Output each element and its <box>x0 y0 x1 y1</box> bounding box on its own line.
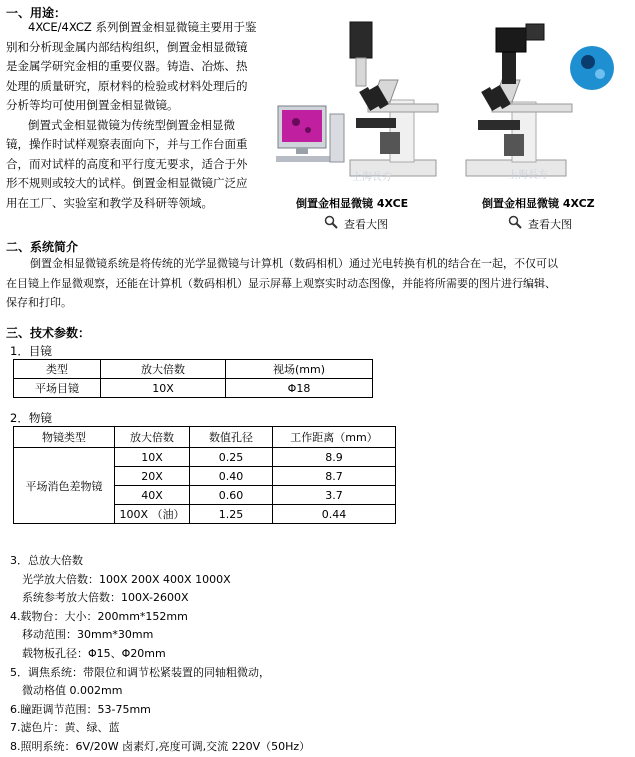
table-cell: Φ18 <box>226 379 373 398</box>
text-line: 镜，操作时试样观察表面向下，并与工作台面重 <box>6 137 248 151</box>
section2-title: 二、系统简介 <box>6 240 79 254</box>
eyepiece-table <box>13 359 373 398</box>
text-line: 用在工厂、实验室和教学及科研等领域。 <box>6 195 213 210</box>
product-caption-4xce: 倒置金相显微镜 4XCE <box>296 197 409 210</box>
spec-item: 5．调焦系统：带限位和调节松紧装置的同轴粗微动， <box>10 665 270 679</box>
table-cell: 3.7 <box>273 486 396 505</box>
table-header: 放大倍数 <box>115 427 190 448</box>
table-cell: 平场消色差物镜 <box>14 448 115 524</box>
table-cell: 0.40 <box>190 467 273 486</box>
table-cell: 0.44 <box>273 505 396 524</box>
spec-item: 7.滤色片：黄、绿、蓝 <box>10 721 120 735</box>
spec-item: 载物板孔径：Φ15、Φ20mm <box>22 646 166 660</box>
table-header: 视场(mm) <box>226 360 373 379</box>
text-line: 合，而对试样的高度和平行度无要求，适合于外 <box>6 156 248 171</box>
product-caption-4xcz: 倒置金相显微镜 4XCZ <box>482 197 595 210</box>
section1-paragraph <box>6 18 268 213</box>
product-image-4xce[interactable] <box>272 10 442 190</box>
table-cell: 20X <box>115 467 190 486</box>
spec-item: 系统参考放大倍数：100X-2600X <box>22 591 189 605</box>
text-line: 分析等均可使用倒置金相显微镜。 <box>6 98 179 112</box>
table-header: 放大倍数 <box>101 360 226 379</box>
text-line: 倒置金相显微镜系统是将传统的光学显微镜与计算机（数码相机）通过光电转换有机的结合在一起，不仅可以 <box>30 257 558 270</box>
table-cell: 100X （油） <box>115 505 190 524</box>
spec-item: 3．总放大倍数 <box>10 554 83 567</box>
section3-title: 三、技术参数： <box>6 326 91 340</box>
spec-item: 6.瞳距调节范围：53-75mm <box>10 702 151 716</box>
view-large-label: 查看大图 <box>344 218 388 231</box>
table-header: 数值孔径 <box>190 427 273 448</box>
objective-label: 2．物镜 <box>10 411 52 425</box>
spec-item: 微动格值 0.002mm <box>22 684 123 698</box>
table-header: 物镜类型 <box>14 427 115 448</box>
text-line: 是金属学研究金相的重要仪器。铸造、冶炼、热 <box>6 59 248 73</box>
watermark: 上海長方 <box>508 170 548 181</box>
table-cell: 10X <box>115 448 190 467</box>
spec-item: 4.载物台：大小：200mm*152mm <box>10 609 188 623</box>
watermark: 上海長方 <box>352 172 392 183</box>
eyepiece-label: 1．目镜 <box>10 344 52 358</box>
text-line: 在目镜上作显微观察，还能在计算机（数码相机）显示屏幕上观察实时动态图像，并能将所需要的图片进行编辑、 <box>6 276 556 290</box>
magnifier-icon <box>508 215 522 232</box>
table-cell: 1.25 <box>190 505 273 524</box>
product-image-4xcz[interactable] <box>452 10 627 190</box>
text-line: 保存和打印。 <box>6 296 72 309</box>
table-cell: 0.60 <box>190 486 273 505</box>
text-line: 处理的质量研究，原材料的检验或材料处理后的 <box>6 78 248 93</box>
section2-paragraph <box>6 254 631 313</box>
table-cell: 0.25 <box>190 448 273 467</box>
spec-item: 移动范围：30mm*30mm <box>22 628 154 642</box>
spec-item: 光学放大倍数：100X 200X 400X 1000X <box>22 572 231 586</box>
spec-item: 8.照明系统：6V/20W 卤素灯,亮度可调,交流 220V（50Hz） <box>10 739 311 753</box>
text-line: 别和分析现金属内部结构组织，倒置金相显微镜 <box>6 39 248 54</box>
table-cell: 10X <box>101 379 226 398</box>
text-line: 倒置式金相显微镜为传统型倒置金相显微 <box>28 117 235 132</box>
table-cell: 40X <box>115 486 190 505</box>
text-line: 4XCE/4XCZ 系列倒置金相显微镜主要用于鉴 <box>28 20 257 34</box>
magnifier-icon <box>324 215 338 232</box>
table-cell: 平场目镜 <box>14 379 101 398</box>
objective-table <box>13 426 396 524</box>
table-header: 类型 <box>14 360 101 379</box>
view-large-label: 查看大图 <box>528 218 572 231</box>
table-cell: 8.9 <box>273 448 396 467</box>
text-line: 形不规则或较大的试样。倒置金相显微镜广泛应 <box>6 176 248 190</box>
spec-list <box>10 552 310 757</box>
table-header: 工作距离（mm） <box>273 427 396 448</box>
table-cell: 8.7 <box>273 467 396 486</box>
section1-title: 一、用途： <box>6 6 67 20</box>
